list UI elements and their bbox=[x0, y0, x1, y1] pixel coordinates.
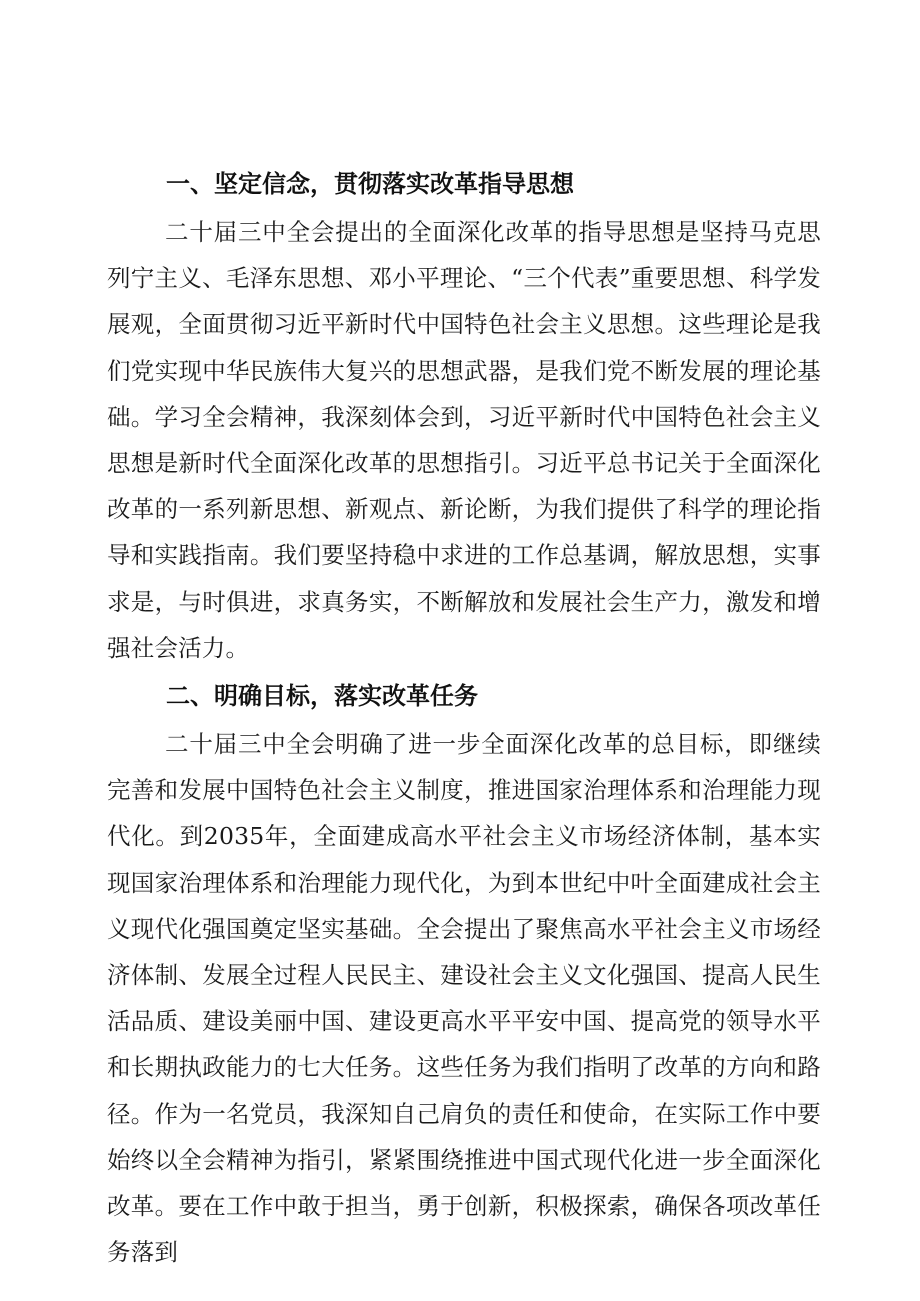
section-heading-1: 一、坚定信念，贯彻落实改革指导思想 bbox=[166, 170, 574, 198]
section-paragraph-1: 二十届三中全会提出的全面深化改革的指导思想是坚持马克思列宁主义、毛泽东思想、邓小平理论、“三个代表”重要思想、科学发展观，全面贯彻习近平新时代中国特色社会主义思想。这些理论是我们党实现中华民族伟大复兴的思想武器，是我们党不断发展的理论基础。学习全会精神，我深刻体会到，习近平新时代中国特色社会主义思想是新时代全面深化改革的思想指引。习近平总书记关于全面深化改革的一系列新思想、新观点、新论断，为我们提供了科学的理论指导和实践指南。我们要坚持稳中求进的工作总基调，解放思想，实事求是，与时俱进，求真务实，不断解放和发展社会生产力，激发和增强社会活力。 bbox=[107, 218, 821, 662]
section-paragraph-2: 二十届三中全会明确了进一步全面深化改革的总目标，即继续完善和发展中国特色社会主义制度，推进国家治理体系和治理能力现代化。到2035年，全面建成高水平社会主义市场经济体制，基本实现国家治理体系和治理能力现代化，为到本世纪中叶全面建成社会主义现代化强国奠定坚实基础。全会提出了聚焦高水平社会主义市场经济体制、发展全过程人民民主、建设社会主义文化强国、提高人民生活品质、建设美丽中国、建设更高水平平安中国、提高党的领导水平和长期执政能力的七大任务。这些任务为我们指明了改革的方向和路径。作为一名党员，我深知自己肩负的责任和使命，在实际工作中要始终以全会精神为指引，紧紧围绕推进中国式现代化进一步全面深化改革。要在工作中敢于担当，勇于创新，积极探索，确保各项改革任务落到 bbox=[107, 730, 821, 1267]
section-heading-2: 二、明确目标，落实改革任务 bbox=[166, 682, 478, 711]
document-body bbox=[107, 162, 821, 1275]
